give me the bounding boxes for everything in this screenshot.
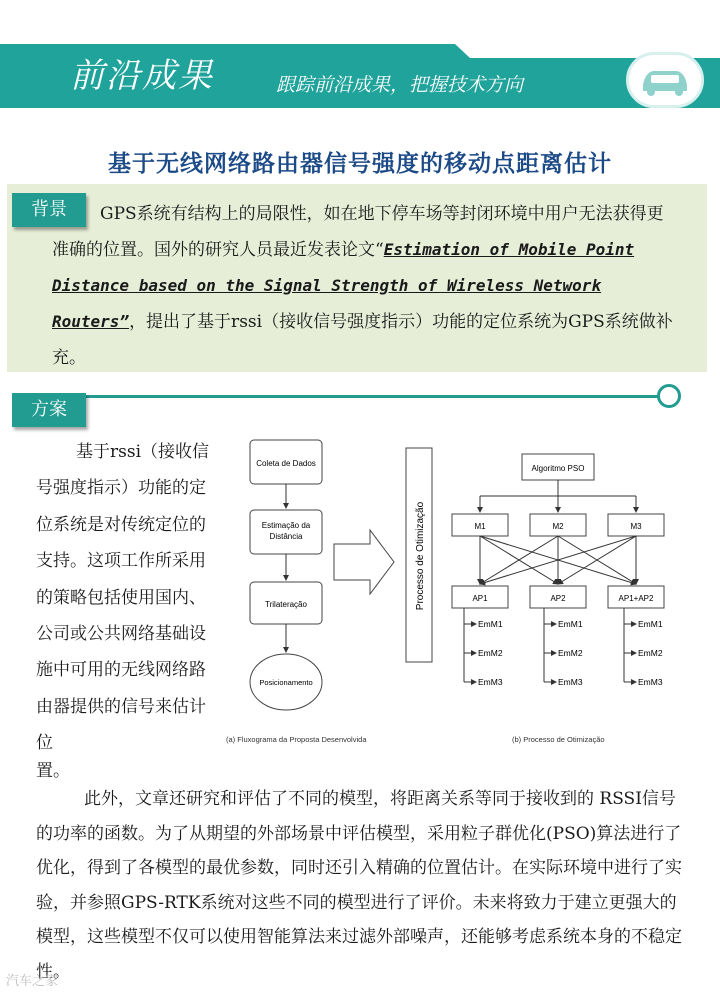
- scheme-tag: 方案: [12, 393, 86, 427]
- scheme-side-paragraph: 基于rssi（接收信号强度指示）功能的定位系统是对传统定位的支持。这项工作所采用的策略包括使用国内、公司或公共网络基础设施中可用的无线网络路由器提供的信号来估计位: [36, 442, 210, 754]
- err-b-1: EmM1: [558, 619, 583, 629]
- continuation-paragraph: 此外，文章还研究和评估了不同的模型，将距离关系等同于接收到的 RSSI信号的功率的函数。为了从期望的外部场景中评估模型，采用粒子群优化(PSO)算法进行了优化，得到了各模型的最优参数，同时还引入精确的位置估计。在实际环境中进行了实验，并参照GPS-RTK系统对这些不同的模型进行了评价。未来将致力于建立更强大的模型，这些模型不仅可以使用智能算法来过滤外部噪声，还能够考虑系统本身的不稳定性。: [36, 789, 682, 982]
- scheme-side-text: [36, 434, 210, 762]
- flowchart-b: [452, 454, 664, 687]
- err-b-3: EmM3: [558, 677, 583, 687]
- err-c-1: EmM1: [638, 619, 663, 629]
- article-title: 基于无线网络路由器信号强度的移动点距离估计: [108, 150, 612, 177]
- paper-title-link[interactable]: Estimation of Mobile Point Distance based on the Signal Strength of Wireless Network Routers”: [52, 240, 635, 331]
- err-a-1: EmM1: [478, 619, 503, 629]
- err-b-2: EmM2: [558, 648, 583, 658]
- model-label-1: M1: [474, 522, 486, 531]
- flowchart-a: [250, 440, 322, 710]
- scheme-continuation: [36, 782, 686, 989]
- flow-label-2a: Estimação da: [261, 521, 311, 530]
- car-icon: [626, 52, 704, 108]
- err-c-3: EmM3: [638, 677, 663, 687]
- err-c-2: EmM2: [638, 648, 663, 658]
- model-label-2: M2: [552, 522, 564, 531]
- scheme-side-tail: 置。: [36, 761, 70, 781]
- flow-label-4: Posicionamento: [259, 678, 313, 687]
- flow-label-1: Coleta de Dados: [256, 459, 316, 468]
- divider-circle-icon: [657, 384, 681, 408]
- caption-b: (b) Processo de Otimização: [512, 735, 605, 744]
- pso-label: Algoritmo PSO: [531, 464, 585, 473]
- flow-label-3: Trilateração: [265, 600, 307, 609]
- background-tag: 背景: [12, 193, 86, 227]
- background-text-before: GPS系统有结构上的局限性，如在地下停车场等封闭环境中用户无法获得更准确的位置。国外的研究人员最近发表论文“: [52, 204, 664, 260]
- ap-label-2: AP2: [550, 594, 566, 603]
- header-banner: [0, 44, 720, 108]
- optimization-figure: [220, 436, 700, 756]
- ap-label-3: AP1+AP2: [618, 594, 654, 603]
- watermark-logo: 汽车之家: [6, 973, 59, 988]
- big-arrow-icon: [334, 530, 394, 594]
- err-a-2: EmM2: [478, 648, 503, 658]
- section-divider: [86, 395, 660, 398]
- banner-subtitle: 跟踪前沿成果，把握技术方向: [276, 74, 524, 96]
- caption-a: (a) Fluxograma da Proposta Desenvolvida: [226, 735, 367, 744]
- optimization-label: Processo de Otimização: [415, 501, 426, 611]
- flow-label-2b: Distância: [269, 532, 303, 541]
- err-a-3: EmM3: [478, 677, 503, 687]
- banner-title: 前沿成果: [70, 56, 214, 96]
- background-text: [52, 196, 674, 376]
- background-text-after: ，提出了基于rssi（接收信号强度指示）功能的定位系统为GPS系统做补充。: [52, 312, 673, 368]
- model-label-3: M3: [630, 522, 642, 531]
- ap-label-1: AP1: [472, 594, 488, 603]
